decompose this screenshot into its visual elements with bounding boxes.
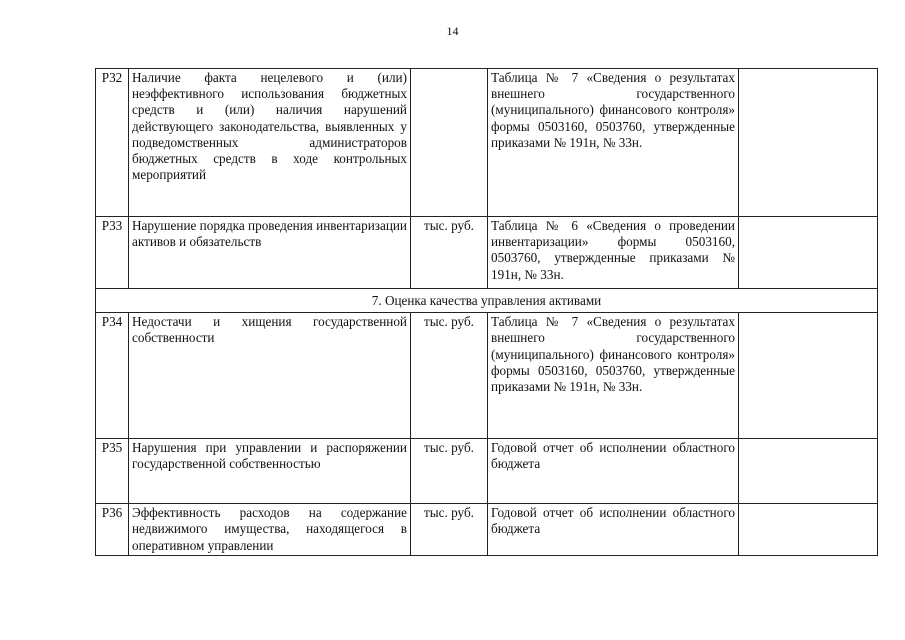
indicator-unit: тыс. руб. <box>411 504 488 556</box>
indicator-code: Р36 <box>96 504 129 556</box>
indicator-unit: тыс. руб. <box>411 217 488 289</box>
table-row <box>96 439 878 504</box>
indicator-unit <box>411 69 488 217</box>
indicator-unit: тыс. руб. <box>411 439 488 504</box>
indicator-name: Эффективность расходов на содержание недвижимого имущества, находящегося в оперативном управлении <box>129 504 411 556</box>
indicator-note <box>739 217 878 289</box>
indicator-source: Таблица № 7 «Сведения о результатах внешнего государственного (муниципального) финансового контроля» формы 0503160, 0503760, утвержденные приказами № 191н, № 33н. <box>488 69 739 217</box>
indicator-name: Нарушения при управлении и распоряжении государственной собственностью <box>129 439 411 504</box>
indicator-note <box>739 504 878 556</box>
indicator-source: Таблица № 6 «Сведения о проведении инвентаризации» формы 0503160, 0503760, утвержденные приказами № 191н, № 33н. <box>488 217 739 289</box>
indicator-code: Р34 <box>96 313 129 439</box>
indicator-code: Р35 <box>96 439 129 504</box>
indicator-source: Таблица № 7 «Сведения о результатах внешнего государственного (муниципального) финансового контроля» формы 0503160, 0503760, утвержденные приказами № 191н, № 33н. <box>488 313 739 439</box>
table-row <box>96 69 878 217</box>
indicator-source: Годовой отчет об исполнении областного бюджета <box>488 439 739 504</box>
page-number: 14 <box>446 24 459 38</box>
indicator-name: Наличие факта нецелевого и (или) неэффективного использования бюджетных средств и (или) наличия нарушений действующего законодательства, выявленных у подведомственных администраторов бюджетных средств в ходе контрольных мероприятий <box>129 69 411 217</box>
section-title: 7. Оценка качества управления активами <box>96 289 878 313</box>
section-header-row <box>96 289 878 313</box>
table-row <box>96 313 878 439</box>
table-row <box>96 217 878 289</box>
indicator-note <box>739 313 878 439</box>
indicator-code: Р32 <box>96 69 129 217</box>
indicator-code: Р33 <box>96 217 129 289</box>
indicator-source: Годовой отчет об исполнении областного бюджета <box>488 504 739 556</box>
table-row <box>96 504 878 556</box>
indicators-table <box>95 68 878 556</box>
indicator-note <box>739 439 878 504</box>
indicator-name: Недостачи и хищения государственной собственности <box>129 313 411 439</box>
indicator-unit: тыс. руб. <box>411 313 488 439</box>
indicator-name: Нарушение порядка проведения инвентаризации активов и обязательств <box>129 217 411 289</box>
indicator-note <box>739 69 878 217</box>
